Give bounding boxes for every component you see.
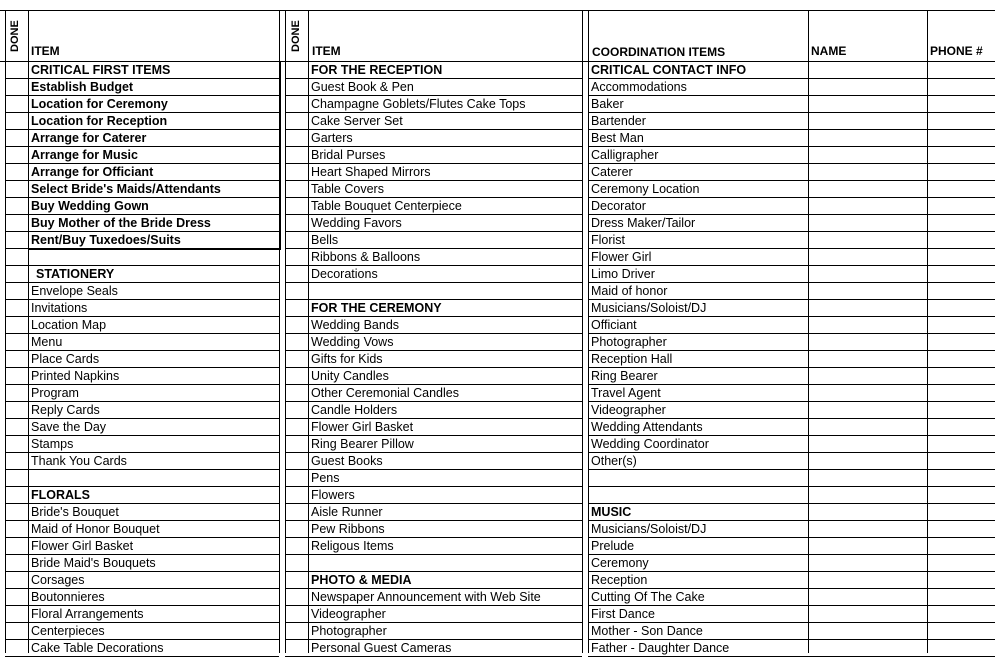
coordination-cell[interactable]: First Dance <box>591 607 655 621</box>
item-cell-2[interactable]: Pens <box>311 471 340 485</box>
coordination-cell[interactable]: Reception Hall <box>591 352 673 366</box>
item-cell-2[interactable]: Religous Items <box>311 539 394 553</box>
done-cell-2[interactable] <box>285 538 308 555</box>
name-cell[interactable] <box>808 504 927 521</box>
phone-cell[interactable] <box>927 504 995 521</box>
coordination-header: COORDINATION ITEMS <box>592 45 726 59</box>
item-cell-1[interactable]: Location Map <box>31 318 107 332</box>
item-cell-1[interactable]: Location for Ceremony <box>31 97 168 111</box>
phone-cell[interactable] <box>927 147 995 164</box>
item-cell-1[interactable]: Program <box>31 386 79 400</box>
item-cell-2[interactable]: Cake Server Set <box>311 114 403 128</box>
phone-cell[interactable] <box>927 215 995 232</box>
done-cell-2[interactable] <box>285 453 308 470</box>
done-cell-1[interactable] <box>5 453 28 470</box>
done-cell-2[interactable] <box>285 334 308 351</box>
item-cell-2[interactable]: Unity Candles <box>311 369 389 383</box>
phone-cell[interactable] <box>927 623 995 640</box>
done-cell-1[interactable] <box>5 572 28 589</box>
name-cell[interactable] <box>808 572 927 589</box>
item-cell-1[interactable]: Buy Mother of the Bride Dress <box>31 216 211 230</box>
item-cell-1[interactable]: Arrange for Caterer <box>31 131 147 145</box>
item-cell-1[interactable]: Envelope Seals <box>31 284 118 298</box>
coordination-cell[interactable]: Florist <box>591 233 626 247</box>
item-header-1: ITEM <box>31 44 60 58</box>
done-cell-1[interactable] <box>5 419 28 436</box>
coordination-cell[interactable] <box>589 487 808 504</box>
done-cell-2[interactable] <box>285 351 308 368</box>
done-cell-1[interactable] <box>5 334 28 351</box>
done-cell-2[interactable] <box>285 589 308 606</box>
item-cell-1[interactable]: Floral Arrangements <box>31 607 144 621</box>
phone-cell[interactable] <box>927 283 995 300</box>
coordination-cell[interactable]: Musicians/Soloist/DJ <box>591 522 707 536</box>
done-cell-1[interactable] <box>5 317 28 334</box>
coordination-cell[interactable]: Limo Driver <box>591 267 655 281</box>
item-cell-2[interactable]: Other Ceremonial Candles <box>311 386 459 400</box>
item-cell-2[interactable]: Wedding Bands <box>311 318 400 332</box>
section-header[interactable]: PHOTO & MEDIA <box>311 573 412 587</box>
phone-cell[interactable] <box>927 402 995 419</box>
done-cell-1[interactable] <box>5 300 28 317</box>
item-cell-1[interactable]: Flower Girl Basket <box>31 539 134 553</box>
item-cell-2[interactable]: Wedding Favors <box>311 216 402 230</box>
phone-cell[interactable] <box>927 640 995 657</box>
item-cell-2[interactable]: Table Bouquet Centerpiece <box>311 199 462 213</box>
phone-cell[interactable] <box>927 453 995 470</box>
item-cell-1[interactable]: Arrange for Officiant <box>31 165 154 179</box>
item-cell-2[interactable]: Garters <box>311 131 353 145</box>
item-cell-2[interactable]: Decorations <box>311 267 378 281</box>
coordination-cell[interactable] <box>589 470 808 487</box>
item-cell-1[interactable]: Buy Wedding Gown <box>31 199 149 213</box>
done-cell-1[interactable] <box>5 521 28 538</box>
item-cell-1[interactable]: Maid of Honor Bouquet <box>31 522 160 536</box>
coordination-cell[interactable]: Videographer <box>591 403 666 417</box>
done-cell-1[interactable] <box>5 249 28 266</box>
item-cell-2[interactable]: Flower Girl Basket <box>311 420 414 434</box>
done-cell-2[interactable] <box>285 317 308 334</box>
done-cell-2[interactable] <box>285 300 308 317</box>
done-cell-1[interactable] <box>5 232 28 249</box>
phone-cell[interactable] <box>927 130 995 147</box>
item-cell-1[interactable]: Arrange for Music <box>31 148 138 162</box>
done-cell-1[interactable] <box>5 266 28 283</box>
done-cell-1[interactable] <box>5 215 28 232</box>
name-cell[interactable] <box>808 487 927 504</box>
coordination-cell[interactable]: Wedding Coordinator <box>591 437 709 451</box>
name-cell[interactable] <box>808 283 927 300</box>
item-cell-2[interactable]: Ring Bearer Pillow <box>311 437 414 451</box>
done-cell-2[interactable] <box>285 572 308 589</box>
done-cell-1[interactable] <box>5 181 28 198</box>
done-cell-1[interactable] <box>5 164 28 181</box>
name-cell[interactable] <box>808 130 927 147</box>
item-cell-2[interactable]: Photographer <box>311 624 387 638</box>
item-cell-2[interactable] <box>309 555 582 572</box>
section-header[interactable]: FOR THE RECEPTION <box>311 63 443 77</box>
coordination-cell[interactable]: Dress Maker/Tailor <box>591 216 696 230</box>
item-cell-1[interactable]: Centerpieces <box>31 624 105 638</box>
name-cell[interactable] <box>808 181 927 198</box>
item-cell-1[interactable] <box>29 249 279 266</box>
done-cell-1[interactable] <box>5 385 28 402</box>
phone-cell[interactable] <box>927 606 995 623</box>
name-cell[interactable] <box>808 436 927 453</box>
coordination-cell[interactable]: Cutting Of The Cake <box>591 590 705 604</box>
section-header[interactable]: STATIONERY <box>36 267 115 281</box>
name-cell[interactable] <box>808 62 927 79</box>
section-header[interactable]: FLORALS <box>31 488 91 502</box>
top-border <box>0 10 995 11</box>
coordination-cell[interactable]: Other(s) <box>591 454 637 468</box>
item-cell-1[interactable]: Stamps <box>31 437 74 451</box>
done-cell-2[interactable] <box>285 521 308 538</box>
item-cell-1[interactable]: Select Bride's Maids/Attendants <box>31 182 221 196</box>
phone-cell[interactable] <box>927 419 995 436</box>
phone-cell[interactable] <box>927 113 995 130</box>
done-cell-2[interactable] <box>285 368 308 385</box>
name-cell[interactable] <box>808 419 927 436</box>
done-cell-1[interactable] <box>5 130 28 147</box>
name-cell[interactable] <box>808 368 927 385</box>
name-cell[interactable] <box>808 453 927 470</box>
done-cell-1[interactable] <box>5 147 28 164</box>
phone-cell[interactable] <box>927 300 995 317</box>
item-cell-2[interactable]: Pew Ribbons <box>311 522 385 536</box>
phone-header: PHONE # <box>930 44 983 58</box>
col-divider <box>582 10 583 653</box>
done-cell-2[interactable] <box>285 402 308 419</box>
coordination-cell[interactable]: Reception <box>591 573 648 587</box>
item-cell-2[interactable]: Newspaper Announcement with Web Site <box>311 590 541 604</box>
item-cell-1[interactable]: Bride's Bouquet <box>31 505 119 519</box>
phone-cell[interactable] <box>927 385 995 402</box>
item-cell-2[interactable]: Gifts for Kids <box>311 352 383 366</box>
done-cell-1[interactable] <box>5 96 28 113</box>
name-cell[interactable] <box>808 470 927 487</box>
coordination-cell[interactable]: Musicians/Soloist/DJ <box>591 301 707 315</box>
name-cell[interactable] <box>808 623 927 640</box>
item-cell-2[interactable]: Flowers <box>311 488 355 502</box>
phone-cell[interactable] <box>927 555 995 572</box>
item-cell-1[interactable]: Printed Napkins <box>31 369 120 383</box>
done-cell-2[interactable] <box>285 283 308 300</box>
item-cell-2[interactable]: Personal Guest Cameras <box>311 641 452 655</box>
name-cell[interactable] <box>808 96 927 113</box>
phone-cell[interactable] <box>927 351 995 368</box>
done-cell-1[interactable] <box>5 62 28 79</box>
item-cell-2[interactable]: Heart Shaped Mirrors <box>311 165 431 179</box>
item-cell-1[interactable]: Corsages <box>31 573 85 587</box>
phone-cell[interactable] <box>927 62 995 79</box>
phone-cell[interactable] <box>927 164 995 181</box>
phone-cell[interactable] <box>927 249 995 266</box>
item-cell-1[interactable]: Thank You Cards <box>31 454 127 468</box>
done-cell-2[interactable] <box>285 147 308 164</box>
coordination-cell[interactable]: Ceremony Location <box>591 182 700 196</box>
name-cell[interactable] <box>808 79 927 96</box>
item-header-2: ITEM <box>312 44 341 58</box>
item-cell-2[interactable]: Videographer <box>311 607 386 621</box>
done-cell-1[interactable] <box>5 538 28 555</box>
name-cell[interactable] <box>808 555 927 572</box>
phone-cell[interactable] <box>927 96 995 113</box>
done-cell-2[interactable] <box>285 555 308 572</box>
section-header[interactable]: FOR THE CEREMONY <box>311 301 442 315</box>
done-cell-1[interactable] <box>5 589 28 606</box>
name-cell[interactable] <box>808 198 927 215</box>
done-cell-2[interactable] <box>285 623 308 640</box>
name-cell[interactable] <box>808 266 927 283</box>
phone-cell[interactable] <box>927 198 995 215</box>
phone-cell[interactable] <box>927 368 995 385</box>
phone-cell[interactable] <box>927 317 995 334</box>
item-cell-2[interactable]: Bells <box>311 233 339 247</box>
item-cell-2[interactable]: Candle Holders <box>311 403 398 417</box>
phone-cell[interactable] <box>927 181 995 198</box>
done-cell-2[interactable] <box>285 215 308 232</box>
phone-cell[interactable] <box>927 589 995 606</box>
coordination-cell[interactable]: Decorator <box>591 199 646 213</box>
phone-cell[interactable] <box>927 334 995 351</box>
done-cell-1[interactable] <box>5 470 28 487</box>
name-cell[interactable] <box>808 402 927 419</box>
done-cell-2[interactable] <box>285 419 308 436</box>
done-cell-2[interactable] <box>285 232 308 249</box>
item-cell-2[interactable]: Ribbons & Balloons <box>311 250 421 264</box>
phone-cell[interactable] <box>927 79 995 96</box>
name-cell[interactable] <box>808 300 927 317</box>
phone-cell[interactable] <box>927 487 995 504</box>
phone-cell[interactable] <box>927 572 995 589</box>
item-cell-1[interactable]: Save the Day <box>31 420 107 434</box>
done-cell-2[interactable] <box>285 181 308 198</box>
coordination-cell[interactable]: Best Man <box>591 131 644 145</box>
item-cell-1[interactable]: Location for Reception <box>31 114 168 128</box>
done-cell-2[interactable] <box>285 62 308 79</box>
name-cell[interactable] <box>808 521 927 538</box>
item-cell-2[interactable]: Champagne Goblets/Flutes Cake Tops <box>311 97 526 111</box>
item-cell-1[interactable]: Menu <box>31 335 63 349</box>
done-cell-1[interactable] <box>5 640 28 657</box>
item-cell-1[interactable]: Place Cards <box>31 352 100 366</box>
done-cell-1[interactable] <box>5 351 28 368</box>
item-cell-1[interactable]: Establish Budget <box>31 80 134 94</box>
name-cell[interactable] <box>808 334 927 351</box>
name-cell[interactable] <box>808 215 927 232</box>
name-cell[interactable] <box>808 113 927 130</box>
item-cell-1[interactable]: Bride Maid's Bouquets <box>31 556 156 570</box>
done-cell-2[interactable] <box>285 487 308 504</box>
section-header[interactable]: CRITICAL CONTACT INFO <box>591 63 747 77</box>
done-cell-2[interactable] <box>285 504 308 521</box>
name-cell[interactable] <box>808 147 927 164</box>
done-cell-1[interactable] <box>5 606 28 623</box>
done-cell-1[interactable] <box>5 368 28 385</box>
coordination-cell[interactable]: Flower Girl <box>591 250 652 264</box>
coordination-cell[interactable]: Father - Daughter Dance <box>591 641 730 655</box>
done-cell-2[interactable] <box>285 79 308 96</box>
coordination-cell[interactable]: Calligrapher <box>591 148 659 162</box>
phone-cell[interactable] <box>927 521 995 538</box>
coordination-cell[interactable]: Bartender <box>591 114 646 128</box>
section-header[interactable]: CRITICAL FIRST ITEMS <box>31 63 171 77</box>
coordination-cell[interactable]: Officiant <box>591 318 637 332</box>
item-cell-2[interactable]: Wedding Vows <box>311 335 394 349</box>
done-cell-2[interactable] <box>285 249 308 266</box>
item-cell-1[interactable]: Cake Table Decorations <box>31 641 164 655</box>
coordination-cell[interactable]: Photographer <box>591 335 667 349</box>
item-cell-2[interactable]: Guest Books <box>311 454 383 468</box>
done-header-2: DONE <box>290 20 302 52</box>
critical-box-right <box>279 62 281 249</box>
done-cell-2[interactable] <box>285 470 308 487</box>
coordination-cell[interactable]: Wedding Attendants <box>591 420 703 434</box>
done-cell-1[interactable] <box>5 283 28 300</box>
coordination-cell[interactable]: Travel Agent <box>591 386 661 400</box>
coordination-cell[interactable]: Maid of honor <box>591 284 668 298</box>
coordination-cell[interactable]: Caterer <box>591 165 633 179</box>
phone-cell[interactable] <box>927 232 995 249</box>
coordination-cell[interactable]: Ring Bearer <box>591 369 658 383</box>
phone-cell[interactable] <box>927 470 995 487</box>
done-cell-1[interactable] <box>5 402 28 419</box>
done-cell-2[interactable] <box>285 96 308 113</box>
item-cell-2[interactable]: Bridal Purses <box>311 148 386 162</box>
done-cell-1[interactable] <box>5 198 28 215</box>
item-cell-1[interactable]: Boutonnieres <box>31 590 105 604</box>
item-cell-1[interactable]: Reply Cards <box>31 403 100 417</box>
phone-cell[interactable] <box>927 266 995 283</box>
name-cell[interactable] <box>808 640 927 657</box>
done-cell-2[interactable] <box>285 606 308 623</box>
name-cell[interactable] <box>808 249 927 266</box>
name-cell[interactable] <box>808 385 927 402</box>
item-cell-1[interactable] <box>29 470 279 487</box>
section-header[interactable]: MUSIC <box>591 505 632 519</box>
item-cell-2[interactable]: Aisle Runner <box>311 505 383 519</box>
done-cell-2[interactable] <box>285 164 308 181</box>
name-header: NAME <box>811 44 847 58</box>
name-cell[interactable] <box>808 232 927 249</box>
done-cell-1[interactable] <box>5 504 28 521</box>
item-cell-2[interactable] <box>309 283 582 300</box>
name-cell[interactable] <box>808 351 927 368</box>
done-cell-2[interactable] <box>285 385 308 402</box>
item-cell-1[interactable]: Invitations <box>31 301 88 315</box>
done-cell-2[interactable] <box>285 113 308 130</box>
done-cell-1[interactable] <box>5 436 28 453</box>
item-cell-2[interactable]: Guest Book & Pen <box>311 80 414 94</box>
phone-cell[interactable] <box>927 436 995 453</box>
phone-cell[interactable] <box>927 538 995 555</box>
coordination-cell[interactable]: Accommodations <box>591 80 687 94</box>
name-cell[interactable] <box>808 606 927 623</box>
name-cell[interactable] <box>808 317 927 334</box>
coordination-cell[interactable]: Ceremony <box>591 556 649 570</box>
done-cell-1[interactable] <box>5 79 28 96</box>
done-cell-2[interactable] <box>285 436 308 453</box>
done-cell-2[interactable] <box>285 640 308 657</box>
item-cell-2[interactable]: Table Covers <box>311 182 384 196</box>
done-cell-2[interactable] <box>285 198 308 215</box>
done-cell-1[interactable] <box>5 113 28 130</box>
name-cell[interactable] <box>808 589 927 606</box>
done-cell-1[interactable] <box>5 555 28 572</box>
name-cell[interactable] <box>808 164 927 181</box>
coordination-cell[interactable]: Baker <box>591 97 624 111</box>
done-cell-1[interactable] <box>5 623 28 640</box>
done-cell-1[interactable] <box>5 487 28 504</box>
item-cell-1[interactable]: Rent/Buy Tuxedoes/Suits <box>31 233 181 247</box>
done-cell-2[interactable] <box>285 266 308 283</box>
done-cell-2[interactable] <box>285 130 308 147</box>
coordination-cell[interactable]: Mother - Son Dance <box>591 624 703 638</box>
done-header-1: DONE <box>9 20 21 52</box>
name-cell[interactable] <box>808 538 927 555</box>
coordination-cell[interactable]: Prelude <box>591 539 635 553</box>
